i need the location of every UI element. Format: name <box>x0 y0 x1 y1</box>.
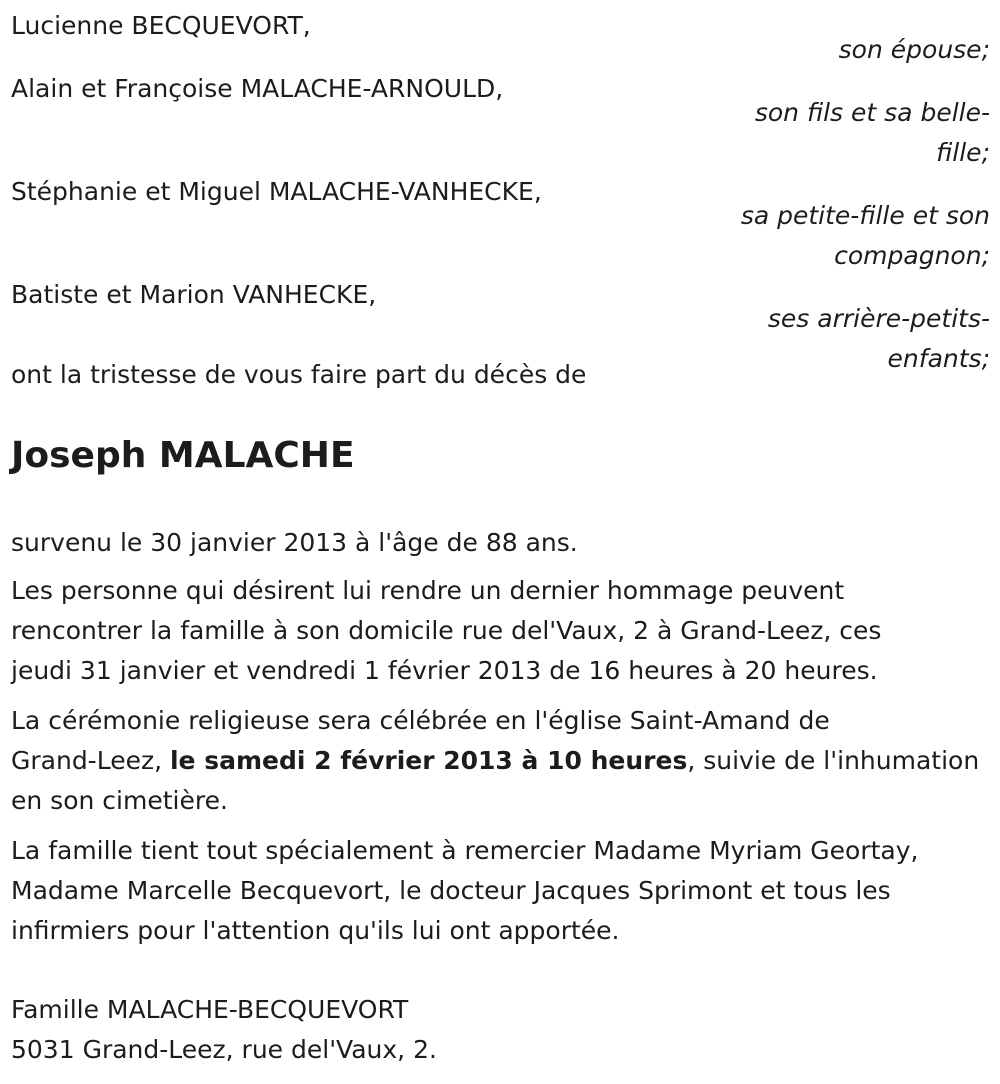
paragraph-line: jeudi 31 janvier et vendredi 1 février 2013 de 16 heures à 20 heures. <box>11 656 878 685</box>
ceremony-date: le samedi 2 février 2013 à 10 heures <box>169 746 688 775</box>
signature-family: Famille MALACHE-BECQUEVORT <box>11 995 409 1024</box>
paragraph-line: Les personne qui désirent lui rendre un dernier hommage peuvent <box>11 576 845 605</box>
ceremony-text: , suivie de l'inhumation <box>687 746 980 775</box>
paragraph-line <box>11 741 991 781</box>
family-member-relation <box>710 196 990 276</box>
paragraph-line: infirmiers pour l'attention qu'ils lui ont apportée. <box>11 916 620 945</box>
thanks-paragraph <box>11 831 991 951</box>
family-member-relation <box>710 93 990 173</box>
paragraph-line: rencontrer la famille à son domicile rue del'Vaux, 2 à Grand-Leez, ces <box>11 616 882 645</box>
deceased-name: Joseph MALACHE <box>11 435 355 476</box>
relation-line: fille; <box>936 138 990 167</box>
family-member-name: Alain et Françoise MALACHE-ARNOULD, <box>11 74 504 103</box>
paragraph-line: La cérémonie religieuse sera célébrée en l'église Saint-Amand de <box>11 706 830 735</box>
relation-line: son fils et sa belle- <box>754 98 990 127</box>
paragraph-line: La famille tient tout spécialement à remercier Madame Myriam Geortay, <box>11 836 919 865</box>
death-info: survenu le 30 janvier 2013 à l'âge de 88 ans. <box>11 528 578 557</box>
relation-line: compagnon; <box>834 241 990 270</box>
ceremony-paragraph <box>11 701 991 821</box>
paragraph-line: en son cimetière. <box>11 786 228 815</box>
relation-line: enfants; <box>887 344 990 373</box>
family-member-name: Lucienne BECQUEVORT, <box>11 11 311 40</box>
relation-line: sa petite-fille et son <box>740 201 990 230</box>
family-member-relation: son épouse; <box>838 35 990 64</box>
announcement-text: ont la tristesse de vous faire part du décès de <box>11 360 587 389</box>
family-member-name: Stéphanie et Miguel MALACHE-VANHECKE, <box>11 177 542 206</box>
relation-line: ses arrière-petits- <box>767 304 990 333</box>
family-member-name: Batiste et Marion VANHECKE, <box>11 280 377 309</box>
paragraph-line: Madame Marcelle Becquevort, le docteur Jacques Sprimont et tous les <box>11 876 891 905</box>
ceremony-text: Grand-Leez, <box>11 746 170 775</box>
visitation-paragraph <box>11 571 991 691</box>
signature-address: 5031 Grand-Leez, rue del'Vaux, 2. <box>11 1035 437 1064</box>
family-member-relation <box>710 299 990 379</box>
